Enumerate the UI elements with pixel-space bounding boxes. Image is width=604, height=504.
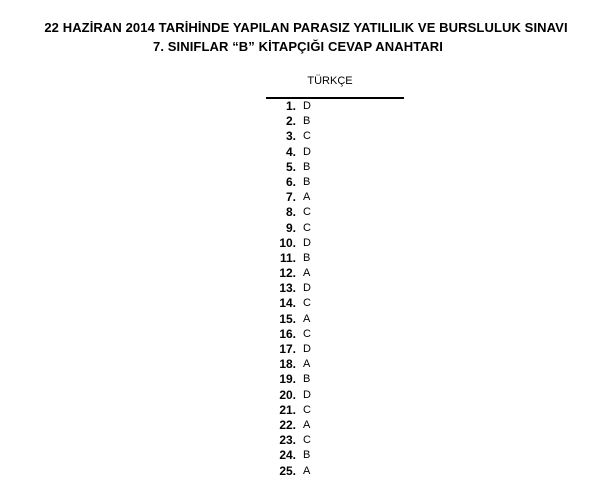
answer-row	[260, 433, 380, 448]
answer-letter: C	[303, 434, 311, 447]
answer-row	[260, 251, 380, 266]
answer-row	[260, 236, 380, 251]
answer-row	[260, 190, 380, 205]
answer-row	[260, 418, 380, 433]
answer-row	[260, 160, 380, 175]
answer-letter: D	[303, 388, 311, 401]
answer-row	[260, 448, 380, 463]
section-title-turkce: TÜRKÇE	[307, 75, 353, 87]
answer-letter: C	[303, 130, 311, 143]
answer-row	[260, 205, 380, 220]
question-number: 1.	[285, 99, 296, 113]
answer-row	[260, 327, 380, 342]
question-number: 24.	[279, 448, 296, 463]
answer-letter: D	[303, 343, 311, 355]
question-number: 10.	[279, 235, 296, 250]
answer-letter: D	[303, 282, 311, 295]
answer-row	[260, 114, 380, 129]
question-number: 2.	[285, 114, 296, 129]
answer-row	[260, 403, 380, 418]
question-number: 15.	[279, 311, 296, 326]
answer-letter: C	[303, 327, 311, 340]
answer-letter: B	[303, 251, 311, 264]
question-number: 9.	[285, 220, 296, 235]
answer-row	[260, 357, 380, 372]
answer-row	[260, 99, 380, 114]
answer-key-list	[260, 99, 380, 479]
answer-row	[260, 175, 380, 190]
question-number: 12.	[279, 266, 296, 281]
question-number: 13.	[279, 281, 296, 296]
question-number: 8.	[285, 205, 296, 220]
answer-letter: B	[303, 373, 311, 386]
answer-letter: A	[303, 358, 311, 371]
question-number: 19.	[279, 372, 296, 387]
question-number: 11.	[279, 250, 296, 265]
question-number: 23.	[279, 433, 296, 448]
question-number: 18.	[279, 357, 296, 372]
answer-letter: C	[303, 403, 311, 416]
question-number: 14.	[279, 296, 296, 311]
answer-row	[260, 296, 380, 311]
answer-letter: B	[303, 160, 311, 173]
question-number: 21.	[279, 402, 296, 417]
answer-letter: D	[303, 145, 311, 158]
answer-letter: A	[303, 267, 311, 280]
question-number: 16.	[279, 326, 296, 341]
answer-row	[260, 464, 380, 479]
question-number: 4.	[285, 144, 296, 159]
question-number: 3.	[285, 129, 296, 144]
question-number: 5.	[285, 159, 296, 174]
answer-letter: C	[303, 297, 311, 310]
answer-letter: A	[303, 418, 311, 431]
answer-letter: A	[303, 312, 311, 325]
answer-row	[260, 145, 380, 160]
answer-letter: A	[303, 191, 311, 204]
question-number: 7.	[285, 190, 296, 205]
answer-row	[260, 342, 380, 357]
answer-letter: C	[303, 221, 311, 234]
answer-row	[260, 388, 380, 403]
answer-letter: D	[303, 100, 311, 112]
question-number: 20.	[279, 387, 296, 402]
answer-letter: B	[303, 449, 311, 462]
question-number: 6.	[285, 174, 296, 189]
answer-letter: D	[303, 236, 311, 249]
answer-row	[260, 312, 380, 327]
answer-letter: B	[303, 115, 311, 128]
answer-letter: B	[303, 175, 311, 188]
answer-row	[260, 221, 380, 236]
question-number: 17.	[279, 342, 296, 356]
document-title-line-1: 22 HAZİRAN 2014 TARİHİNDE YAPILAN PARASIZ YATILILIK VE BURSLULUK SINAVI	[44, 20, 568, 35]
answer-letter: C	[303, 206, 311, 219]
answer-row	[260, 129, 380, 144]
question-number: 22.	[279, 417, 296, 432]
answer-row	[260, 266, 380, 281]
document-title-line-2: 7. SINIFLAR “B” KİTAPÇIĞI CEVAP ANAHTARI	[152, 39, 443, 54]
answer-letter: A	[303, 464, 311, 477]
answer-row	[260, 281, 380, 296]
answer-row	[260, 372, 380, 387]
question-number: 25.	[279, 463, 296, 478]
